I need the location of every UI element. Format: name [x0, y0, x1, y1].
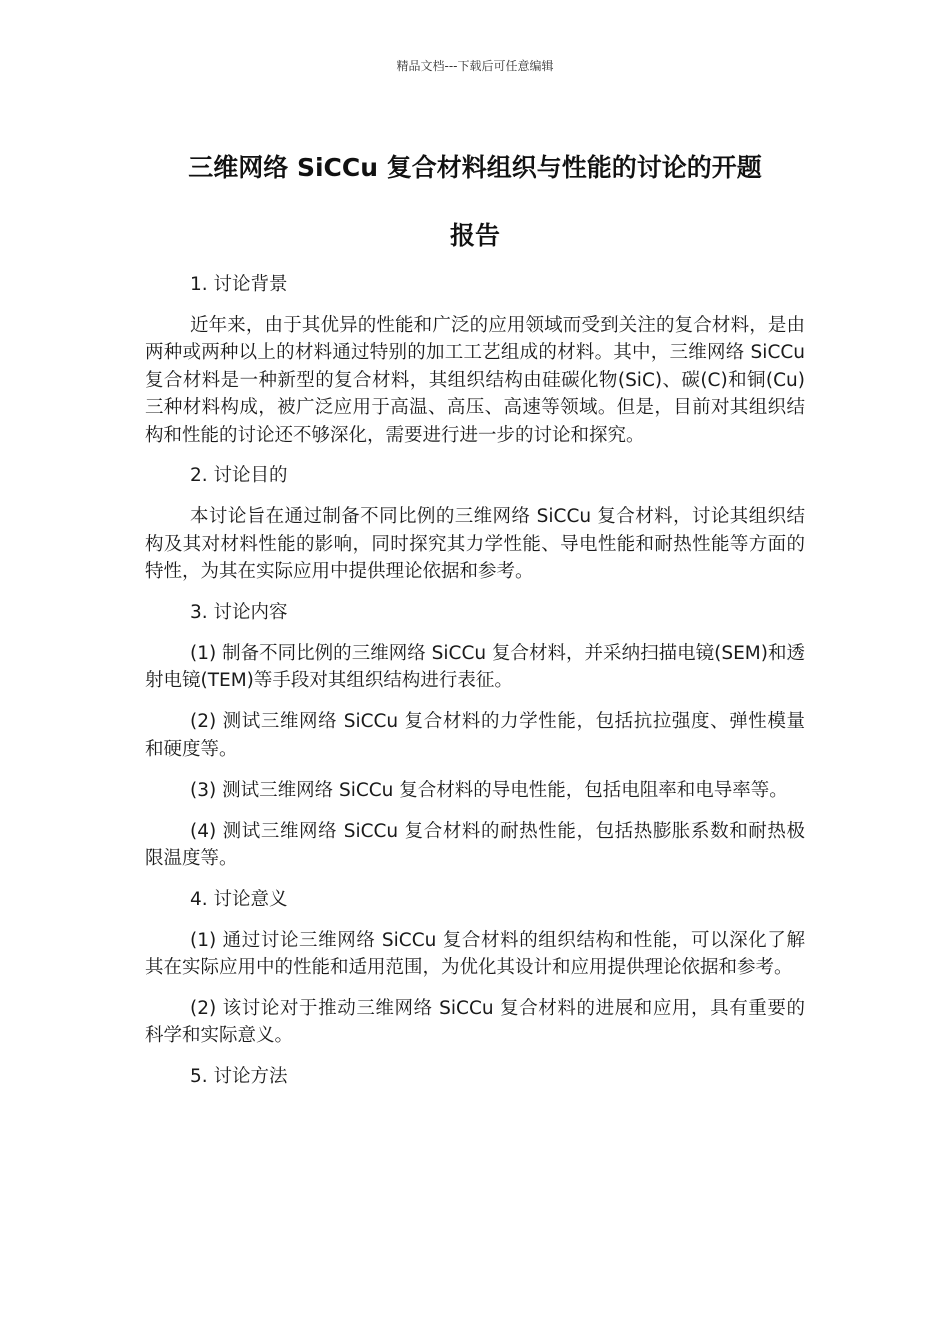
paragraph-significance-1: (1) 通过讨论三维网络 SiCCu 复合材料的组织结构和性能，可以深化了解其在实际应用中的性能和适用范围，为优化其设计和应用提供理论依据和参考。: [145, 929, 805, 979]
title-line-1: 三维网络 SiCCu 复合材料组织与性能的讨论的开题: [188, 153, 762, 182]
section-heading-background: 1. 讨论背景: [190, 274, 288, 295]
paragraph-background: 近年来，由于其优异的性能和广泛的应用领域而受到关注的复合材料，是由两种或两种以上的材料通过特别的加工工艺组成的材料。其中，三维网络 SiCCu 复合材料是一种新型的复合材料，其组织结构由硅碳化物(SiC)、碳(C)和铜(Cu)三种材料构成，被广泛应用于高温、高压、高速等领域。但是，目前对其组织结构和性能的讨论还不够深化，需要进行进一步的讨论和探究。: [145, 314, 805, 446]
paragraph-content-4: (4) 测试三维网络 SiCCu 复合材料的耐热性能，包括热膨胀系数和耐热极限温度等。: [145, 820, 805, 869]
document-body: [145, 271, 805, 1104]
paragraph-content-2: (2) 测试三维网络 SiCCu 复合材料的力学性能，包括抗拉强度、弹性模量和硬度等。: [145, 711, 805, 760]
section-heading-content: 3. 讨论内容: [190, 602, 288, 624]
paragraph-significance-2: (2) 该讨论对于推动三维网络 SiCCu 复合材料的进展和应用，具有重要的科学和实际意义。: [145, 998, 805, 1047]
title-line-2: 报告: [449, 221, 500, 250]
paragraph-purpose: 本讨论旨在通过制备不同比例的三维网络 SiCCu 复合材料，讨论其组织结构及其对材料性能的影响，同时探究其力学性能、导电性能和耐热性能等方面的特性，为其在实际应用中提供理论依据和参考。: [145, 506, 805, 583]
paragraph-content-3: (3) 测试三维网络 SiCCu 复合材料的导电性能，包括电阻率和电导率等。: [190, 779, 788, 801]
header-note: 精品文档---下载后可任意编辑: [396, 59, 554, 73]
section-heading-method: 5. 讨论方法: [190, 1066, 288, 1088]
document-title: [110, 134, 840, 270]
section-heading-significance: 4. 讨论意义: [190, 888, 288, 910]
paragraph-content-1: (1) 制备不同比例的三维网络 SiCCu 复合材料，并采纳扫描电镜(SEM)和透射电镜(TEM)等手段对其组织结构进行表征。: [145, 642, 805, 692]
section-heading-purpose: 2. 讨论目的: [190, 465, 288, 487]
